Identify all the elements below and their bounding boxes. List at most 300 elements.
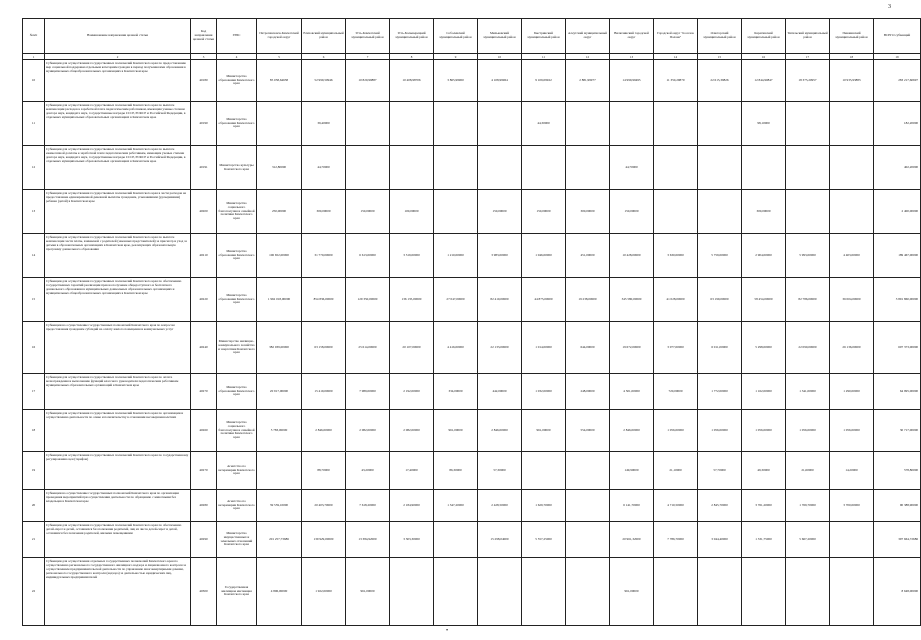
row-number: 16 [23, 322, 45, 374]
amount-cell [698, 102, 742, 146]
amount-cell: 1 032,00000 [522, 374, 566, 410]
amount-cell: 15 298,04000 [478, 522, 522, 558]
column-header: №п/п [23, 19, 45, 54]
subvention-name: Субвенции для осуществления государственных полномочий Камчатского края в части расходов на предоставление единовременной денежной выплаты гражданам, усыновившим (удочерившим) ребенка (детей) в Камчатском крае [45, 190, 191, 234]
amount-cell: 26 136,00000 [830, 322, 874, 374]
total-amount: 3 891 860,00000 [874, 278, 921, 322]
amount-cell [654, 190, 698, 234]
amount-cell: 1 347,20000 [434, 490, 478, 522]
row-number: 21 [23, 522, 45, 558]
amount-cell: 1 629,70000 [522, 490, 566, 522]
amount-cell: 10 428,00000 [610, 234, 654, 278]
amount-cell: 1 014,00000 [522, 322, 566, 374]
amount-cell: 82 786,00000 [786, 278, 830, 322]
amount-cell [654, 102, 698, 146]
column-header: Городской округ "поселок Палана" [654, 19, 698, 54]
amount-cell: 2 881,99977 [566, 60, 610, 102]
amount-cell: 1 210,00000 [434, 234, 478, 278]
amount-cell [786, 102, 830, 146]
amount-cell: 1 962 018,00000 [257, 278, 302, 322]
amount-cell: 10 408,98706 [390, 60, 434, 102]
amount-cell: 9 109,09922 [522, 60, 566, 102]
amount-cell: 6 011,00000 [698, 322, 742, 374]
row-number: 22 [23, 558, 45, 626]
amount-cell: 20 961,32000 [610, 522, 654, 558]
table-row [23, 522, 921, 558]
column-index: 6 [302, 54, 346, 60]
amount-cell: 3 630,00000 [654, 234, 698, 278]
amount-cell: 644,00000 [566, 322, 610, 374]
amount-cell: 10 935,93883 [830, 60, 874, 102]
amount-cell: 5 759,00000 [698, 234, 742, 278]
row-number: 12 [23, 146, 45, 190]
target-code: 40300 [191, 558, 217, 626]
target-code: 40270 [191, 452, 217, 490]
amount-cell [566, 452, 610, 490]
target-code: 40240 [191, 322, 217, 374]
amount-cell: 15 419,00000 [302, 374, 346, 410]
amount-cell: 12 844,90847 [742, 60, 786, 102]
amount-cell: 98,10000 [742, 102, 786, 146]
amount-cell: 1 046,00000 [522, 234, 566, 278]
amount-cell: 250,00000 [257, 190, 302, 234]
target-code: 40200 [191, 190, 217, 234]
column-index: 11 [522, 54, 566, 60]
amount-cell: 86,30000 [434, 452, 478, 490]
column-header: Елизовский муниципальный район [302, 19, 346, 54]
column-header: Вилючинский городской округ [610, 19, 654, 54]
amount-cell: 2 845,70000 [698, 490, 742, 522]
amount-cell [742, 558, 786, 626]
amount-cell [566, 558, 610, 626]
column-header: Олюторский муниципальный район [698, 19, 742, 54]
amount-cell: 3 303,30000 [390, 522, 434, 558]
table-row [23, 410, 921, 452]
amount-cell: 11 350,29870 [654, 60, 698, 102]
amount-cell: 4 108,99964 [478, 60, 522, 102]
amount-cell: 19 238,00000 [566, 278, 610, 322]
amount-cell: 1 769,70000 [786, 490, 830, 522]
grbs-ministry: Министерство имущественных и земельных отношений Камчатского края [217, 522, 257, 558]
amount-cell [257, 102, 302, 146]
amount-cell: 100,00000 [390, 190, 434, 234]
amount-cell [830, 146, 874, 190]
amount-cell: 39 559,10000 [257, 490, 302, 522]
amount-cell: 85 058,64638 [257, 60, 302, 102]
column-header: Быстринский муниципальный район [522, 19, 566, 54]
amount-cell: 13 384,92000 [346, 522, 390, 558]
column-header: Алеутский муниципальный округ [566, 19, 610, 54]
grbs-ministry: Государственная жилищная инспекция Камчатского края [217, 558, 257, 626]
amount-cell: 1 056,00000 [786, 410, 830, 452]
amount-cell: 3 983,00000 [478, 234, 522, 278]
amount-cell [390, 102, 434, 146]
amount-cell: 7 618,20000 [346, 490, 390, 522]
amount-cell: 14,20000 [830, 452, 874, 490]
amount-cell: 82 410,00000 [478, 278, 522, 322]
amount-cell: 20 107,00000 [390, 322, 434, 374]
column-header: Карагинский муниципальный район [742, 19, 786, 54]
amount-cell: 6 141,70000 [610, 490, 654, 522]
amount-cell: 2 192,00000 [390, 374, 434, 410]
amount-cell [786, 146, 830, 190]
amount-cell: 63 158,00000 [302, 322, 346, 374]
amount-cell: 1 290,00000 [830, 374, 874, 410]
amount-cell: 382 039,00000 [257, 322, 302, 374]
total-amount: 397 664,72686 [874, 522, 921, 558]
amount-cell [390, 146, 434, 190]
amount-cell: 300,00000 [742, 190, 786, 234]
footer-mark: • [446, 628, 449, 634]
amount-cell: 14 999,99495 [610, 60, 654, 102]
amount-cell [566, 490, 610, 522]
row-number: 15 [23, 278, 45, 322]
amount-cell: 43,20000 [346, 452, 390, 490]
amount-cell: 31 770,00000 [302, 234, 346, 278]
column-header: ВСЕГО субвенций [874, 19, 921, 54]
amount-cell [478, 558, 522, 626]
amount-cell: 248,00000 [566, 374, 610, 410]
total-amount: 402,20000 [874, 146, 921, 190]
amount-cell: 44,30000 [522, 102, 566, 146]
target-code: 40290 [191, 522, 217, 558]
subvention-name: Субвенции для осуществления государственных полномочий Камчатского края по организации и осуществлению деятельности по опеке и попечительству в отношении несовершеннолетних [45, 410, 191, 452]
grbs-ministry: Министерство образования Камчатского края [217, 60, 257, 102]
total-amount: 189 467,00000 [874, 234, 921, 278]
table-row [23, 60, 921, 102]
amount-cell: 5 298,00000 [742, 322, 786, 374]
amount-cell: 961,00000 [522, 410, 566, 452]
amount-cell: 312,80000 [257, 146, 302, 190]
column-index: 10 [478, 54, 522, 60]
table-row [23, 374, 921, 410]
row-number: 20 [23, 490, 45, 522]
amount-cell [830, 102, 874, 146]
table-row [23, 558, 921, 626]
amount-cell: 139 929,00000 [302, 522, 346, 558]
amount-cell: 5 667,20000 [786, 522, 830, 558]
row-number: 19 [23, 452, 45, 490]
target-code: 40190 [191, 102, 217, 146]
amount-cell: 20 403,70000 [302, 490, 346, 522]
target-code: 40210 [191, 234, 217, 278]
amount-cell: 22 090,00000 [786, 322, 830, 374]
amount-cell: 1 331,75000 [742, 522, 786, 558]
amount-cell: 345 580,00000 [610, 278, 654, 322]
subvention-name: Субвенции на осуществление государственных полномочий Камчатского края по вопросам предоставления гражданам субсидий на оплату жилого помещения и коммунальных услуг [45, 322, 191, 374]
column-index: 17 [786, 54, 830, 60]
amount-cell [566, 146, 610, 190]
grbs-ministry: Министерство образования Камчатского края [217, 102, 257, 146]
amount-cell: 4 710,50000 [654, 490, 698, 522]
subvention-name: Субвенции для осуществления государственных полномочий Камчатского края по выплате компенсации части платы, взимаемой с родителей (законных представителей) за присмотр и уход за детьми в образовательных организациях в Камчатском крае, реализующих образовательную программу дошкольного образования [45, 234, 191, 278]
amount-cell: 129 350,00000 [346, 278, 390, 322]
amount-cell: 5 993,00000 [786, 234, 830, 278]
target-code: 40220 [191, 278, 217, 322]
amount-cell: 25 614,00000 [346, 322, 390, 374]
total-amount: 2 400,00000 [874, 190, 921, 234]
grbs-ministry: Министерство жилищно-коммунального хозяйства и энергетики Камчатского края [217, 322, 257, 374]
amount-cell: 1 772,00000 [698, 374, 742, 410]
amount-cell: 961,00000 [346, 558, 390, 626]
subvention-name: Субвенции для осуществления государственных полномочий Камчатского края по предоставлению мер социальной поддержки отдельным категориям граждан в период получения ими образования в муниципальных общеобразовательных организациях в Камчатском крае [45, 60, 191, 102]
amount-cell [434, 102, 478, 146]
amount-cell: 10 820,99887 [346, 60, 390, 102]
column-index: 4 [217, 54, 257, 60]
column-header: ГРБС [217, 19, 257, 54]
target-code: 40191 [191, 146, 217, 190]
amount-cell [610, 102, 654, 146]
amount-cell: 19 672,00000 [610, 322, 654, 374]
amount-cell [830, 558, 874, 626]
row-number: 18 [23, 410, 45, 452]
amount-cell: 334,00000 [434, 374, 478, 410]
header-row [23, 19, 921, 54]
amount-cell [434, 522, 478, 558]
amount-cell [522, 452, 566, 490]
table-row [23, 234, 921, 278]
subvention-name: Субвенции для осуществления государственных полномочий Камчатского края по выплате компенсации расходов к заработной плате педагогическим работникам, имеющим ученые степени доктора наук, кандидата наук, государственные награды СССР, РСФСР и Российской Федерации, в отдельных муниципальных образовательных организациях в Камчатском крае [45, 102, 191, 146]
amount-cell: 44,70000 [610, 146, 654, 190]
table-row [23, 102, 921, 146]
subvention-name: Субвенции для осуществления государственных полномочий Камчатского края по государственному регулированию цен (тарифов) [45, 452, 191, 490]
column-header: Код направления целевой статьи [191, 19, 217, 54]
page-number: 3 [888, 4, 891, 10]
row-number: 14 [23, 234, 45, 278]
amount-cell: 2 184,90000 [390, 490, 434, 522]
amount-cell: 4 806,00000 [257, 558, 302, 626]
amount-cell: 961,00000 [610, 558, 654, 626]
amount-cell: 57,30000 [478, 452, 522, 490]
amount-cell: 442,00000 [478, 374, 522, 410]
subvention-name: Субвенции для осуществления государственных полномочий Камчатского края по обеспечению детей-сирот и детей, оставшихся без попечения родителей, лиц из числа детей-сирот и детей, оставшихся без попечения родителей, жилыми помещениями [45, 522, 191, 558]
amount-cell: 300,00000 [302, 190, 346, 234]
total-amount: 64 995,00000 [874, 374, 921, 410]
amount-cell [346, 102, 390, 146]
amount-cell [786, 558, 830, 626]
grbs-ministry: Министерство образования Камчатского края [217, 278, 257, 322]
subvention-name: Субвенции для осуществления государственных полномочий Камчатского края по обеспечению государственных гарантий реализации прав на получение общедоступного и бесплатного дошкольного образования в муниципальных дошкольных образовательных организациях и муниципальных общеобразовательных организациях в Камчатском крае [45, 278, 191, 322]
column-index: 16 [742, 54, 786, 60]
amount-cell: 22 615,39826 [698, 60, 742, 102]
target-code: 40260 [191, 410, 217, 452]
amount-cell: 4 403,00000 [830, 234, 874, 278]
row-number: 17 [23, 374, 45, 410]
amount-cell: 5 557,25000 [522, 522, 566, 558]
total-amount: 182,20000 [874, 102, 921, 146]
amount-cell [346, 146, 390, 190]
amount-cell: 720,00000 [654, 374, 698, 410]
amount-cell: 20 917,00000 [257, 374, 302, 410]
amount-cell: 854 836,00000 [302, 278, 346, 322]
amount-cell [698, 558, 742, 626]
amount-cell: 1 162,00000 [742, 374, 786, 410]
grbs-ministry: Министерство социального благополучия и семейной политики Камчатского края [217, 410, 257, 452]
amount-cell: 3 700,00000 [830, 490, 874, 522]
column-header: Пенжинский муниципальный район [830, 19, 874, 54]
amount-cell: 7 989,00000 [346, 374, 390, 410]
amount-cell: 36 004,00000 [830, 278, 874, 322]
amount-cell: 17,40000 [390, 452, 434, 490]
amount-cell [830, 190, 874, 234]
amount-cell: 2 904,00000 [742, 234, 786, 278]
amount-cell: 27 047,00000 [434, 278, 478, 322]
amount-cell: 49,30000 [742, 452, 786, 490]
amount-cell: 6 613,00000 [346, 234, 390, 278]
grbs-ministry: Министерство культуры Камчатского края [217, 146, 257, 190]
amount-cell [257, 452, 302, 490]
row-number: 13 [23, 190, 45, 234]
column-index: 2 [45, 54, 191, 60]
amount-cell [742, 146, 786, 190]
target-code: 40180 [191, 60, 217, 102]
amount-cell: 41 028,00000 [654, 278, 698, 322]
column-index: 19 [874, 54, 921, 60]
amount-cell: 451,00000 [566, 234, 610, 278]
amount-cell: 136 135,00000 [390, 278, 434, 322]
amount-cell [566, 522, 610, 558]
total-amount: 578,80000 [874, 452, 921, 490]
column-header: Тигильский муниципальный район [786, 19, 830, 54]
amount-cell: 3 865,99900 [434, 60, 478, 102]
column-header: Усть-Большерецкий муниципальный район [390, 19, 434, 54]
table-row [23, 278, 921, 322]
table-row [23, 322, 921, 374]
amount-cell: 3 077,00000 [654, 322, 698, 374]
target-code: 40270 [191, 374, 217, 410]
amount-cell [698, 190, 742, 234]
amount-cell [478, 102, 522, 146]
column-index: 15 [698, 54, 742, 60]
amount-cell: 88,70000 [302, 452, 346, 490]
amount-cell: 3 319,00000 [390, 234, 434, 278]
amount-cell: 2 846,00000 [610, 410, 654, 452]
grbs-ministry: Министерство образования Камчатского края [217, 234, 257, 278]
amount-cell: 21,60000 [786, 452, 830, 490]
amount-cell: 18 375,20957 [786, 60, 830, 102]
grbs-ministry: Агентство по ветеринарии Камчатского края [217, 452, 257, 490]
amount-cell [522, 558, 566, 626]
total-amount: 90 388,90000 [874, 490, 921, 522]
amount-cell: 63 199,00000 [698, 278, 742, 322]
amount-cell: 1 056,00000 [830, 410, 874, 452]
amount-cell [434, 146, 478, 190]
total-amount: 30 717,00000 [874, 410, 921, 452]
amount-cell: 1 341,00000 [786, 374, 830, 410]
subvention-table [22, 18, 921, 626]
amount-cell: 52 999,50946 [302, 60, 346, 102]
amount-cell: 150,00000 [522, 190, 566, 234]
amount-cell: 7 786,70000 [654, 522, 698, 558]
subvention-name: Субвенции на осуществление государственных полномочий Камчатского края по организации проведения мероприятий при осуществлении деятельности по обращению с животными без владельцев в Камчатском крае [45, 490, 191, 522]
row-number: 10 [23, 60, 45, 102]
amount-cell: 2 082,00000 [390, 410, 434, 452]
column-header: Мильковский муниципальный район [478, 19, 522, 54]
amount-cell: 150,00000 [478, 190, 522, 234]
column-header: Наименование направления целевой статьи [45, 19, 191, 54]
table-row [23, 190, 921, 234]
column-header: Усть-Камчатский муниципальный район [346, 19, 390, 54]
amount-cell [830, 522, 874, 558]
column-index: 12 [566, 54, 610, 60]
amount-cell [786, 190, 830, 234]
amount-cell: 21,10000 [654, 452, 698, 490]
amount-cell [434, 558, 478, 626]
column-header: Петропавловск-Камчатский городской округ [257, 19, 302, 54]
amount-cell: 1 056,00000 [698, 410, 742, 452]
table-row [23, 490, 921, 522]
amount-cell: 3 761,20000 [742, 490, 786, 522]
amount-cell: 201 257,73686 [257, 522, 302, 558]
column-index: 3 [191, 54, 217, 60]
table-row [23, 452, 921, 490]
amount-cell: 3 044,40000 [698, 522, 742, 558]
column-index: 18 [830, 54, 874, 60]
target-code: 40280 [191, 490, 217, 522]
amount-cell: 106 652,00000 [257, 234, 302, 278]
amount-cell: 1 056,00000 [654, 410, 698, 452]
amount-cell: 1 056,00000 [742, 410, 786, 452]
amount-cell: 150,00000 [610, 190, 654, 234]
subvention-name: Субвенции для осуществления государственных полномочий Камчатского края по оплате вознаграждения и выполнению функций классного руководителя педагогическим работникам муниципальных образовательных организаций в Камчатском крае [45, 374, 191, 410]
amount-cell: 300,00000 [566, 190, 610, 234]
amount-cell [654, 146, 698, 190]
amount-cell: 4 501,00000 [610, 374, 654, 410]
amount-cell [566, 102, 610, 146]
grbs-ministry: Агентство по ветеринарии Камчатского края [217, 490, 257, 522]
grbs-ministry: Министерство социального благополучия и семейной политики Камчатского края [217, 190, 257, 234]
table-row [23, 146, 921, 190]
column-index: 7 [346, 54, 390, 60]
column-index: 8 [390, 54, 434, 60]
amount-cell: 22 133,00000 [478, 322, 522, 374]
amount-cell: 2 082,00000 [346, 410, 390, 452]
total-amount: 283 217,60697 [874, 60, 921, 102]
column-index: 5 [257, 54, 302, 60]
amount-cell: 149,90000 [610, 452, 654, 490]
amount-cell: 1 922,00000 [302, 558, 346, 626]
amount-cell [478, 146, 522, 190]
amount-cell: 44 875,00000 [522, 278, 566, 322]
amount-cell: 4 416,00000 [434, 322, 478, 374]
amount-cell: 2 846,00000 [478, 410, 522, 452]
amount-cell [522, 146, 566, 190]
total-amount: 8 648,00000 [874, 558, 921, 626]
column-index: 9 [434, 54, 478, 60]
amount-cell: 39,40000 [302, 102, 346, 146]
amount-cell [654, 558, 698, 626]
column-header: Соболевский муниципальный район [434, 19, 478, 54]
subvention-name: Субвенции для осуществления государственных полномочий Камчатского края по выплате ежемесячной доплаты к заработной плате педагогическим работникам, имеющим ученые степени доктора наук, кандидата наук, государственные награды СССР, РСФСР и Российской Федерации, в отдельных муниципальных образовательных организациях в Камчатском крае [45, 146, 191, 190]
amount-cell: 150,00000 [346, 190, 390, 234]
grbs-ministry: Министерство образования Камчатского края [217, 374, 257, 410]
amount-cell: 44,70000 [302, 146, 346, 190]
amount-cell: 554,00000 [566, 410, 610, 452]
column-index: 1 [23, 54, 45, 60]
total-amount: 607 373,00000 [874, 322, 921, 374]
column-index: 13 [610, 54, 654, 60]
amount-cell: 58 454,00000 [742, 278, 786, 322]
column-index: 14 [654, 54, 698, 60]
amount-cell: 57,70000 [698, 452, 742, 490]
amount-cell: 961,00000 [434, 410, 478, 452]
amount-cell [390, 558, 434, 626]
amount-cell: 2 428,50000 [478, 490, 522, 522]
amount-cell: 2 846,00000 [302, 410, 346, 452]
row-number: 11 [23, 102, 45, 146]
amount-cell: 5 783,00000 [257, 410, 302, 452]
amount-cell [434, 190, 478, 234]
